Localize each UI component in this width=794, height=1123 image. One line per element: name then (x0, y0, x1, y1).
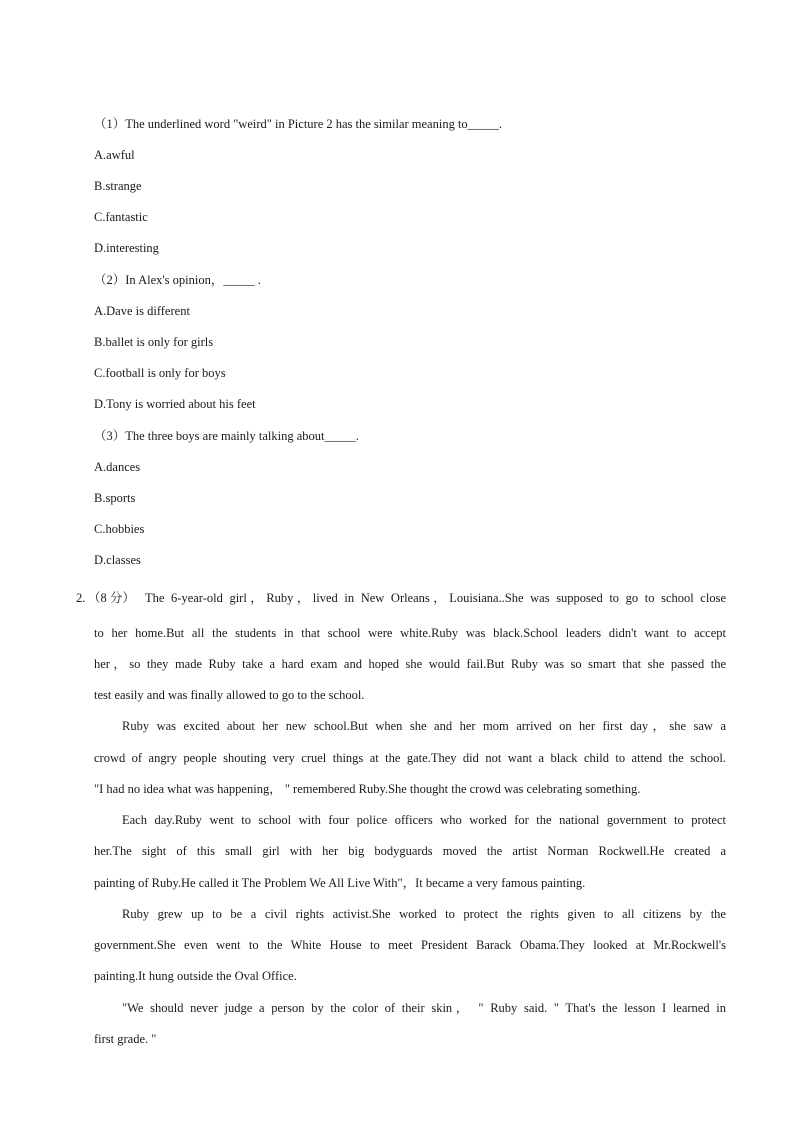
q1-sub2-prompt: （2）In Alex's opinion，_____ . (94, 273, 261, 287)
q2-passage-line: crowd of angry people shouting very cruel things at the gate.They did not want a black child to attend the school. (94, 751, 726, 765)
q1-sub1-option-c: C.fantastic (94, 210, 148, 224)
q2-score: （8 分） (88, 591, 135, 605)
q1-sub1-option-a: A.awful (94, 148, 135, 162)
q1-sub2-option-b: B.ballet is only for girls (94, 335, 214, 349)
q2-passage-line: Ruby grew up to be a civil rights activist.She worked to protect the rights given to all citizens by the (122, 907, 726, 921)
q2-passage-line: "I had no idea what was happening， " remembered Ruby.She thought the crowd was celebrating something. (94, 782, 641, 796)
q2-passage-line: first grade. " (94, 1032, 157, 1046)
q2-passage-line: test easily and was finally allowed to go to the school. (94, 688, 365, 702)
q1-sub3-option-d: D.classes (94, 553, 141, 567)
q1-sub3-option-b: B.sports (94, 491, 136, 505)
q1-sub2-option-c: C.football is only for boys (94, 366, 226, 380)
q1-sub3-prompt: （3）The three boys are mainly talking about_____. (94, 429, 359, 443)
q1-sub3-option-c: C.hobbies (94, 522, 145, 536)
q2-passage-line: to her home.But all the students in that school were white.Ruby was black.School leaders didn't want to accept (94, 626, 726, 640)
q2-passage-line: her.The sight of this small girl with her big bodyguards moved the artist Norman Rockwell.He created a (94, 844, 726, 858)
q2-passage-line: painting.It hung outside the Oval Office. (94, 969, 297, 983)
q2-passage-line: painting of Ruby.He called it The Problem We All Live With"，It became a very famous painting. (94, 876, 586, 890)
q2-passage-line: her，so they made Ruby take a hard exam and hoped she would fail.But Ruby was so smart that she passed the (94, 657, 726, 671)
q1-sub3-option-a: A.dances (94, 460, 141, 474)
q1-sub1-option-b: B.strange (94, 179, 142, 193)
q2-number: 2. (76, 591, 86, 605)
q2-passage-line: "We should never judge a person by the color of their skin， " Ruby said. " That's the lesson I learned in (122, 1001, 726, 1015)
q2-passage-line: Each day.Ruby went to school with four police officers who worked for the national government to protect (122, 813, 726, 827)
q1-sub1-option-d: D.interesting (94, 241, 159, 255)
q2-passage-line: government.She even went to the White House to meet President Barack Obama.They looked at Mr.Rockwell's (94, 938, 726, 952)
q2-passage-line: The 6-year-old girl，Ruby，lived in New Orleans，Louisiana..She was supposed to go to school close (145, 591, 726, 605)
q1-sub2-option-d: D.Tony is worried about his feet (94, 397, 256, 411)
q1-sub1-prompt: （1）The underlined word "weird" in Picture 2 has the similar meaning to_____. (94, 117, 503, 131)
q2-passage-line: Ruby was excited about her new school.But when she and her mom arrived on her first day，she saw a (122, 719, 726, 733)
q1-sub2-option-a: A.Dave is different (94, 304, 190, 318)
